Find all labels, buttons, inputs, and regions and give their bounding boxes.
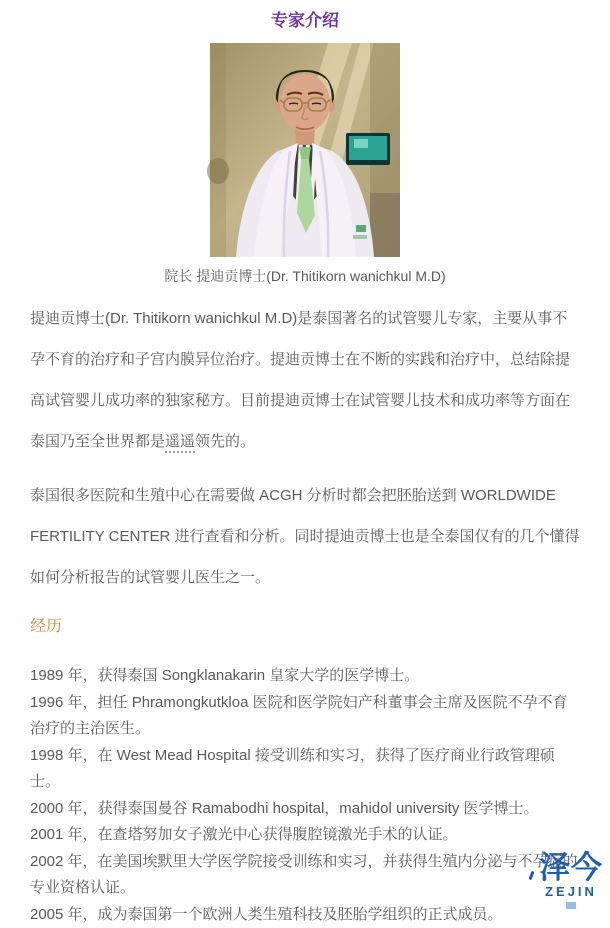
experience-item-1989: 1989 年，获得泰国 Songklanakarin 皇家大学的医学博士。 [30, 663, 580, 690]
experience-item-2000: 2000 年，获得泰国曼谷 Ramabodhi hospital，mahidol university 医学博士。 [30, 796, 580, 823]
experience-item-2002: 2002 年，在美国埃默里大学医学院接受训练和实习，并获得生殖内分泌与不孕症的专业资格认证。 [30, 849, 580, 902]
doctor-photo [210, 43, 400, 257]
zejin-logo-latin: ZEJIN [539, 885, 603, 899]
experience-item-2005: 2005 年，成为泰国第一个欧洲人类生殖科技及胚胎学组织的正式成员。 [30, 902, 580, 928]
experience-heading: 经历 [30, 617, 580, 636]
experience-item-2001: 2001 年，在查塔努加女子激光中心获得腹腔镜激光手术的认证。 [30, 822, 580, 849]
photo-caption: 院长 提迪贡博士(Dr. Thitikorn wanichkul M.D) [0, 268, 610, 284]
zejin-logo-chinese [539, 852, 603, 884]
page-title: 专家介绍 [0, 11, 610, 31]
article-body [0, 298, 610, 928]
intro-paragraph-1 [30, 298, 580, 462]
experience-list [30, 663, 580, 928]
intro-paragraph-1-underlined-text: 遥遥 [165, 433, 195, 453]
experience-item-1998: 1998 年，在 West Mead Hospital 接受训练和实习，获得了医疗商业行政管理硕士。 [30, 743, 580, 796]
experience-item-1996: 1996 年，担任 Phramongkutkloa 医院和医学院妇产科董事会主席及医院不孕不育治疗的主治医生。 [30, 690, 580, 743]
intro-paragraph-2: 泰国很多医院和生殖中心在需要做 ACGH 分析时都会把胚胎送到 WORLDWIDE FERTILITY CENTER 进行查看和分析。同时提迪贡博士也是全泰国仅有的几个懂得如何分析报告的试管婴儿医生之一。 [30, 475, 580, 598]
intro-paragraph-1-text: 提迪贡博士(Dr. Thitikorn wanichkul M.D)是泰国著名的试管婴儿专家，主要从事不孕不育的治疗和子宫内膜异位治疗。提迪贡博士在不断的实践和治疗中，总结除提高试管婴儿成功率的独家秘方。目前提迪贡博士在试管婴儿技术和成功率等方面在泰国乃至全世界都是 [30, 310, 570, 450]
doctor-portrait-image [210, 43, 400, 257]
zejin-logo [539, 852, 603, 909]
zejin-logo-square-icon [566, 902, 576, 909]
zejin-logo-chinese-text: 泽今 [539, 850, 603, 885]
intro-paragraph-1-tail: 领先的。 [195, 433, 255, 450]
expert-intro-page [0, 11, 610, 909]
